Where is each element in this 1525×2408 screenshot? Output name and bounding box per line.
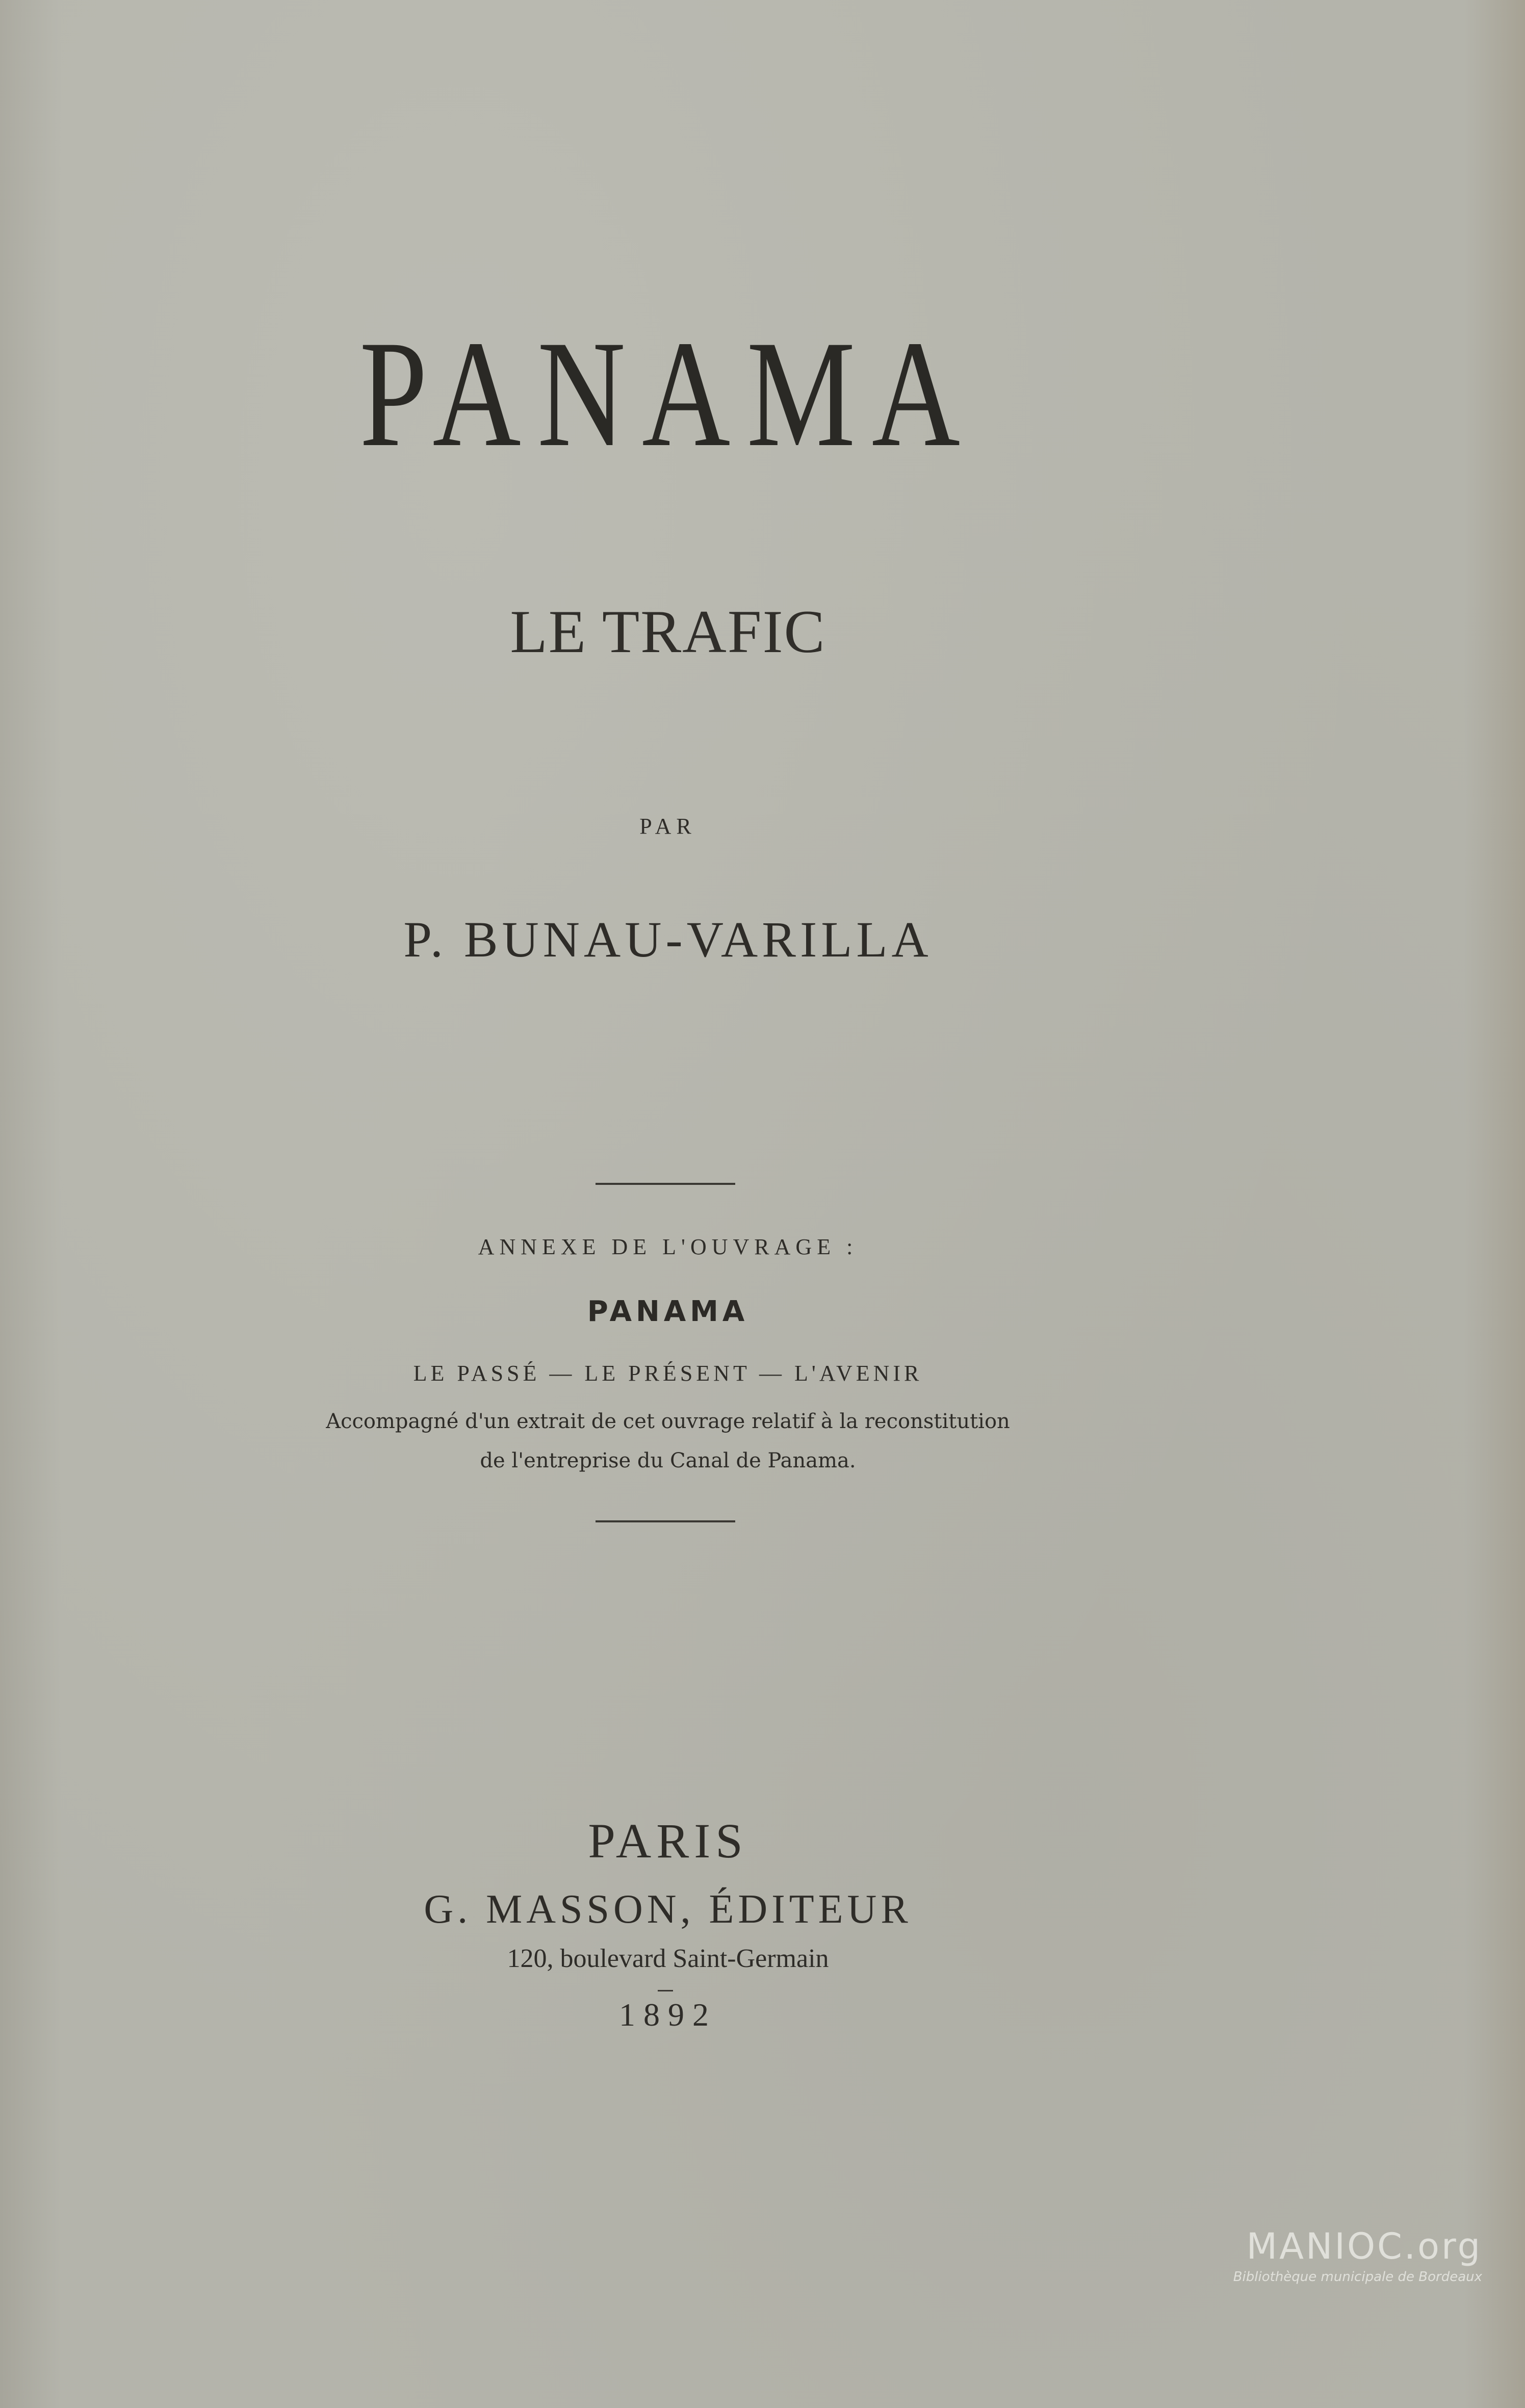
annexe-subtitle: LE PASSÉ — LE PRÉSENT — L'AVENIR — [413, 1361, 923, 1386]
divider-bottom — [596, 1520, 735, 1522]
imprint-year: 1892 — [619, 1997, 717, 2033]
author-name: P. BUNAU-VARILLA — [403, 911, 933, 968]
imprint-publisher: G. MASSON, ÉDITEUR — [424, 1887, 912, 1932]
watermark — [1197, 2225, 1482, 2285]
book-title: PANAMA — [359, 309, 977, 478]
imprint-city: PARIS — [588, 1814, 748, 1868]
divider-top — [596, 1183, 735, 1185]
annexe-description-line1: Accompagné d'un extrait de cet ouvrage relatif à la reconstitution — [326, 1410, 1010, 1433]
watermark-subtitle: Bibliothèque municipale de Bordeaux — [1233, 2269, 1482, 2285]
imprint-address: 120, boulevard Saint-Germain — [507, 1944, 829, 1973]
imprint-dash — [658, 1990, 673, 1991]
book-subtitle: LE TRAFIC — [510, 598, 826, 665]
annexe-description-line2: de l'entreprise du Canal de Panama. — [480, 1449, 856, 1472]
watermark-logo: MANIOC.org — [1246, 2225, 1482, 2267]
annexe-label: ANNEXE DE L'OUVRAGE : — [478, 1234, 858, 1259]
annexe-title: PANAMA — [587, 1295, 749, 1328]
by-label: PAR — [639, 814, 696, 839]
